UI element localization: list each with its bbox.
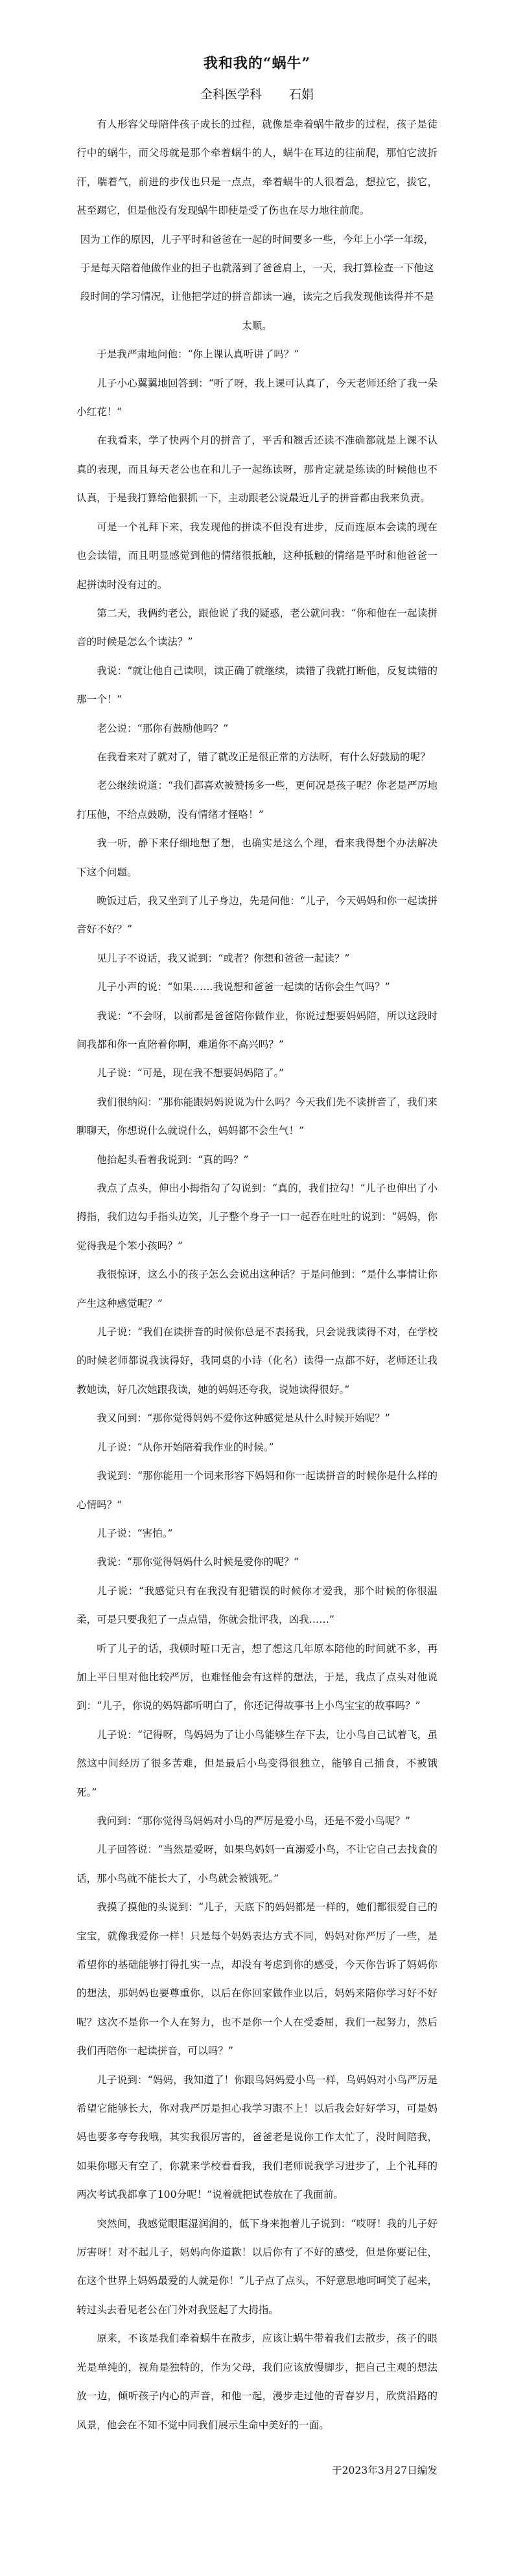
paragraph: 在我看来，学了快两个月的拼音了，平舌和翘舌还读不准确都就是上课不认真的表现，而且每天老公也在和儿子一起练读呀，那肯定就是练读的时候他也不认真，于是我打算给他狠抓一下，主动跟老公说最近儿子的拼音都由我来负责。 [76, 435, 438, 504]
paragraph: 我们很纳闷：“那你能跟妈妈说说为什么吗？今天我们先不读拼音了，我们来聊聊天，你想说什么就说什么，妈妈都不会生气！” [76, 1096, 438, 1137]
paragraph: 突然间，我感觉眼眶湿润润的，低下身来抱着儿子说到：“哎呀！我的儿子好厉害呀！对不起儿子，妈妈向你道歉！以后你有了不好的感受，但是你要记住，在这个世界上妈妈最爱的人就是你！”儿子点了点头，不好意思地呵呵笑了起来，转过头去看见老公在门外对我竖起了大拇指。 [76, 2217, 438, 2316]
paragraph: 我说：“就让他自己读呗，读正确了就继续，读错了我就打断他，反复读错的那一个！” [76, 664, 438, 706]
paragraph: 我摸了摸他的头说到：“儿子，天底下的妈妈都是一样的，她们都很爱自己的宝宝，就像我爱你一样！只是每个妈妈表达方式不同，妈妈对你严厉了一些，是希望你的基础能够打得扎实一点，却没有考虑到你的感受，今天你告诉了妈妈你的想法，那妈妈也要尊重你，以后在你回家做作业以后，妈妈来陪你学习好不好呢？这次不是你一个人在努力，也不是你一个人在受委屈，我们一起努力，然后我们再陪你一起读拼音，可以吗？” [76, 1901, 438, 2057]
paragraph: 儿子小心翼翼地回答到：“听了呀，我上课可认真了，今天老师还给了我一朵小红花！” [76, 377, 438, 418]
paragraph: 见儿子不说话，我又说到：“或者？你想和爸爸一起读？” [97, 952, 350, 964]
paragraph: 儿子说：“记得呀，鸟妈妈为了让小鸟能够生存下去，让小鸟自己试着飞，虽然这中间经历了很多苦难，但是最后小鸟变得很独立，能够自己捕食，不被饿死。” [76, 1728, 438, 1798]
paragraph: 第二天，我俩约老公，跟他说了我的疑惑，老公就问我：“你和他在一起读拼音的时候是怎么个读法？” [76, 607, 438, 648]
paragraph: 因为工作的原因，儿子平时和爸爸在一起的时间要多一些，今年上小学一年级，于是每天陪着他做作业的担子也就落到了爸爸肩上，一天，我打算检查一下他这段时间的学习情况，让他把学过的拼音都读一遍，读完之后我发现他读得并不是太顺。 [80, 233, 434, 332]
paragraph: 儿子说：“害怕。” [97, 1527, 173, 1539]
article-body [76, 110, 438, 2439]
paragraph: 老公继续说道：“我们都喜欢被赞扬多一些，更何况是孩子呢？你老是严厉地打压他，不给点鼓励，没有情绪才怪咯！” [76, 780, 438, 820]
paragraph: 儿子回答说：“当然是爱呀，如果鸟妈妈一直溺爱小鸟，不让它自己去找食的话，那小鸟就不能长大了，小鸟就会被饿死。” [76, 1844, 438, 1884]
paragraph: 晚饭过后，我又坐到了儿子身边，先是问他：“儿子，今天妈妈和你一起读拼音好不好？” [76, 894, 438, 936]
paragraph: 我说：“不会呀，以前都是爸爸陪你做作业，你说过想要妈妈陪，所以这段时间我都和你一直陪着你啊，难道你不高兴吗？” [76, 1010, 438, 1050]
article-title: 我和我的“蜗牛” [203, 55, 311, 72]
author-name: 石娟 [289, 87, 314, 102]
paragraph: 我又问到：“那你觉得妈妈不爱你这种感觉是从什么时候开始呢？” [97, 1412, 390, 1425]
paragraph: 儿子说：“可是，现在我不想要妈妈陪了。” [97, 1067, 285, 1079]
paragraph: 儿子小声的说：“如果……我说想和爸爸一起读的话你会生气吗？” [97, 981, 390, 993]
paragraph: 原来，不该是我们牵着蜗牛在散步，应该让蜗牛带着我们去散步，孩子的眼光是单纯的，视角是独特的，作为父母，我们应该放慢脚步，把自己主观的想法放一边，倾听孩子内心的声音，和他一起，漫步走过他的青春岁月，欣赏沿路的风景，他会在不知不觉中同我们展示生命中美好的一面。 [76, 2333, 438, 2431]
publish-date: 于2023年3月27日编发 [331, 2464, 438, 2476]
paragraph: 我问到：“那你觉得鸟妈妈对小鸟的严厉是爱小鸟，还是不爱小鸟呢？” [97, 1814, 410, 1827]
paragraph: 我说：“那你觉得妈妈什么时候是爱你的呢？” [97, 1556, 299, 1568]
paragraph: 儿子说：“从你开始陪着我作业的时候。” [97, 1441, 274, 1453]
paragraph: 我点了点头，伸出小拇指勾了勾说到：“真的，我们拉勾！”儿子也伸出了小拇指，我们边勾手指头边笑，儿子整个身子一口一起吞在吐吐的说到：“妈妈，你觉得我是个笨小孩吗？” [76, 1182, 438, 1252]
byline [76, 85, 438, 104]
paragraph: 我一听，静下来仔细地想了想，也确实是这么个理，看来我得想个办法解决下这个问题。 [76, 837, 438, 878]
paragraph: 儿子说到：“妈妈，我知道了！你跟鸟妈妈爱小鸟一样，鸟妈妈对小鸟严厉是希望它能够长大，你对我严厉是担心我学习跟不上！以后我会好好学习，可是妈妈也要多夸夸我哦，其实我很厉害的，爸爸老是说你工作太忙了，没时间陪我，如果你哪天有空了，你就来学校看看我，我们老师说我学习进步了，上个礼拜的两次考试我都拿了100分呢！”说着就把试卷放在了我面前。 [76, 2073, 438, 2201]
paragraph: 老公说：“那你有鼓励他吗？” [97, 722, 229, 734]
paragraph: 儿子说：“我们在读拼音的时候你总是不表扬我，只会说我读得不对，在学校的时候老师都说我读得好，我同桌的小诗（化名）读得一点都不好，老师还让我教她读，好几次她跟我读，她的妈妈还夸我，说她读得很好。” [76, 1326, 438, 1395]
paragraph: 在我看来对了就对了，错了就改正是很正常的方法呀，有什么好鼓励的呢？ [97, 751, 430, 763]
paragraph: 我说到：“那你能用一个词来形容下妈妈和你一起读拼音的时候你是什么样的心情吗？” [76, 1470, 438, 1511]
author-department: 全科医学科 [200, 87, 262, 102]
paragraph: 他抬起头看着我说到：“真的吗？” [97, 1153, 249, 1166]
paragraph: 我很惊讶，这么小的孩子怎么会说出这种话？于是问他到：“是什么事情让你产生这种感觉呢？” [76, 1269, 438, 1309]
paragraph: 听了儿子的话，我顿时哑口无言，想了想这几年原本陪他的时间就不多，再加上平日里对他比较严厉，也难怪他会有这样的想法，于是，我点了点头对他说到：“儿子，你说的妈妈都听明白了，你还记得故事书上小鸟宝宝的故事吗？” [76, 1642, 438, 1712]
paragraph: 可是一个礼拜下来，我发现他的拼读不但没有进步，反而连原本会读的现在也会读错，而且明显感觉到他的情绪很抵触，这种抵触的情绪是平时和他爸爸一起拼读时没有过的。 [76, 521, 438, 591]
paragraph: 儿子说：“我感觉只有在我没有犯错误的时候你才爱我，那个时候的你很温柔，可是只要我犯了一点点错，你就会批评我，凶我……” [76, 1585, 438, 1626]
paragraph: 有人形容父母陪伴孩子成长的过程，就像是牵着蜗牛散步的过程，孩子是徒行中的蜗牛，而父母就是那个牵着蜗牛的人，蜗牛在耳边的往前爬，那怕它波折汗，喘着气，前进的步伐也只是一点点，牵着蜗牛的人很着急，想拉它，拔它，甚至踢它，但是他没有发现蜗牛即使是受了伤也在尽力地往前爬。 [76, 119, 438, 217]
paragraph: 于是我严肃地问他：“你上课认真听讲了吗？” [97, 348, 299, 361]
